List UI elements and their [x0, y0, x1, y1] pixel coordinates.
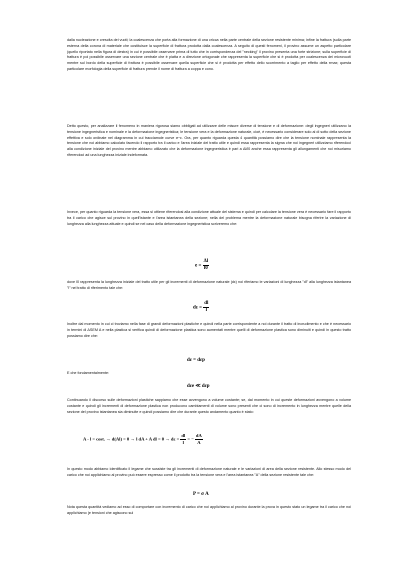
paragraph-constant-volume: Continuando il discorso sulle deformazioni plastiche sappiamo che esse avvengono a volume costante; se, dal momento in cui queste deformazioni avvengono a volume costante e quindi gli incrementi di deformazione plastica non producono cambiamenti di volume sono presenti che ci sono di incremento in lunghezza mentre quelle della sezione del provino istantanea sia diminuite e quindi possiamo dire che durante questo andamento quanto è stato:	[67, 398, 351, 414]
chain-left: A · l = cost. → d(Al) = 0 → l dA + A dl = 0 → dε =	[83, 436, 180, 442]
paragraph-plastic-phase: Inoltre dal momento in cui ci troviamo nella fase di grandi deformazioni plastiche e quindi nella parte corrispondente a noi durante il tratto di incrudimento e che è necessario in termini di ΔSEM A e nella plastica si verifica quindi di deformazione plastica sono aumentati mentre quelli di deformazione plastica sono diminuiti e quindi in questo tratto possiamo dire che:	[67, 322, 351, 338]
paragraph-true-stress: Invece, per quanto riguarda la tensione vera, essa si ottiene riferendosi alla condizione attuale del sistema e quindi per calcolare la tensione vera è necessario fare il rapporto tra il carico che agisce sul provino in quell'istante e l'area istantanea della sezione; nella del problema mentre la deformazione naturale bisogna riferire la variazione di lunghezza alla lunghezza attuale e quindi se nel caso della deformazione ingegneristica scriveremo che:	[67, 210, 351, 226]
formula-constant-volume-chain	[83, 433, 203, 446]
paragraph-fundamentally: E che fondamentalmente:	[67, 371, 110, 375]
numerator: dl	[181, 433, 186, 438]
paragraph-natural-strain: dove l0 rappresenta la lunghezza iniziale del tratto utile per gli incrementi di deformazione naturale (dε) noi riferiamo le variazioni di lunghezza "dl" alla lunghezza istantanea "l" nel tratto di riferimento tale che:	[67, 280, 351, 290]
formula-engineering-strain	[195, 259, 209, 272]
paragraph-fracture-description: dalla nucleazione e crescita dei vuoti; la coalescenza che porta alla formazione di una cricca nella parte centrale della sezione resistente minima; infine la frattura (sulla parte esterna della corona di materiale che costituisce la superficie di frattura prodotta dalla coalescenza. A seguito di questi fenomeni, il provino assume un aspetto particolare (quello riportato nella figura di destra) in cui è possibile osservare prima di tutto che in corrispondenza del "necking" il provino presenta una forte strizione; sulla superficie di frattura è poi possibile osservare una sezione centrale che è piatta e a direzione ortogonale che rappresenta la superficie che si è prodotta per coalescenza dei microvuoti mentre sul bordo della superficie di frattura è possibile osservare quella superficie che si è prodotta per effetto dello scorrimento a taglio per effetto della τmax; questa particolare morfologia della superficie di frattura prende il nome di frattura a coppa e cono.	[67, 38, 351, 71]
fraction	[203, 301, 209, 314]
fraction	[180, 433, 186, 446]
numerator: Δl	[203, 259, 209, 264]
numerator: dA	[195, 433, 202, 438]
paragraph-stress-measures: Detto questo, per analizzare il fenomeno in maniera rigorosa siamo obbligati ad utilizzare delle misure diverse di tensione e di deformazione: degli ingegneri utilizzano la tensione ingegneristica e nominale e la deformazione ingegneristica; le tensione vera e la deformazione naturale, cioè, è necessario considerare solo al di sotto della sezione effettiva e solo ordinate nel diagramma in cui tracciamole curve σ−ε. Ora, per quanto riguarda questa 4 quantità possiamo dire che la tensione nominale rappresenta la tensione che noi abbiamo calcolato facendo il rapporto tra il carico e l'area iniziale del tratto utile e quindi essa rappresenta la sigma che noi ingegneri utilizziamo riferendoci alla condizione iniziale del provino mentre abbiamo utilizzato che la deformazione ingegneristica è pari a Δl/l0 anche essa rappresenta gli allungamenti che noi misuriamo riferendoci ad una lunghezza iniziale indeformata.	[67, 124, 351, 157]
denominator: l0	[203, 266, 208, 271]
denominator: l	[182, 440, 184, 445]
formula-plastic-strain: dε = dεp	[187, 358, 205, 363]
denominator: l	[205, 308, 208, 313]
fraction	[195, 433, 203, 446]
formula-strain-comparison: dεe ≪ dεp	[187, 384, 210, 389]
chain-mid: = −	[187, 436, 194, 442]
paragraph-load-increment: Nota questa quantità vediamo ad esso di comportare con incremento di carico che noi applichiamo al provino durante la prova in questo stato un legame tra il carico che noi applichiamo (e tensioni che agiscono sul	[67, 505, 351, 515]
fraction	[203, 259, 210, 272]
numerator: dl	[204, 301, 209, 306]
paragraph-load-relation: In questo modo abbiamo identificato il legame che sussiste tra gli incrementi di deformazione naturale e le variazioni di area della sezione resistente. Allo stesso modo del carico che noi applichiamo al provino può essere espresso come il prodotto tra la tensione vera e l'area istantanea "A" della sezione resistente tale che:	[67, 467, 351, 477]
denominator: A	[197, 440, 201, 445]
formula-load: P = σ A	[193, 492, 209, 497]
formula-lhs: e =	[195, 263, 202, 269]
formula-natural-strain	[193, 301, 209, 314]
formula-lhs: dε =	[193, 305, 203, 311]
